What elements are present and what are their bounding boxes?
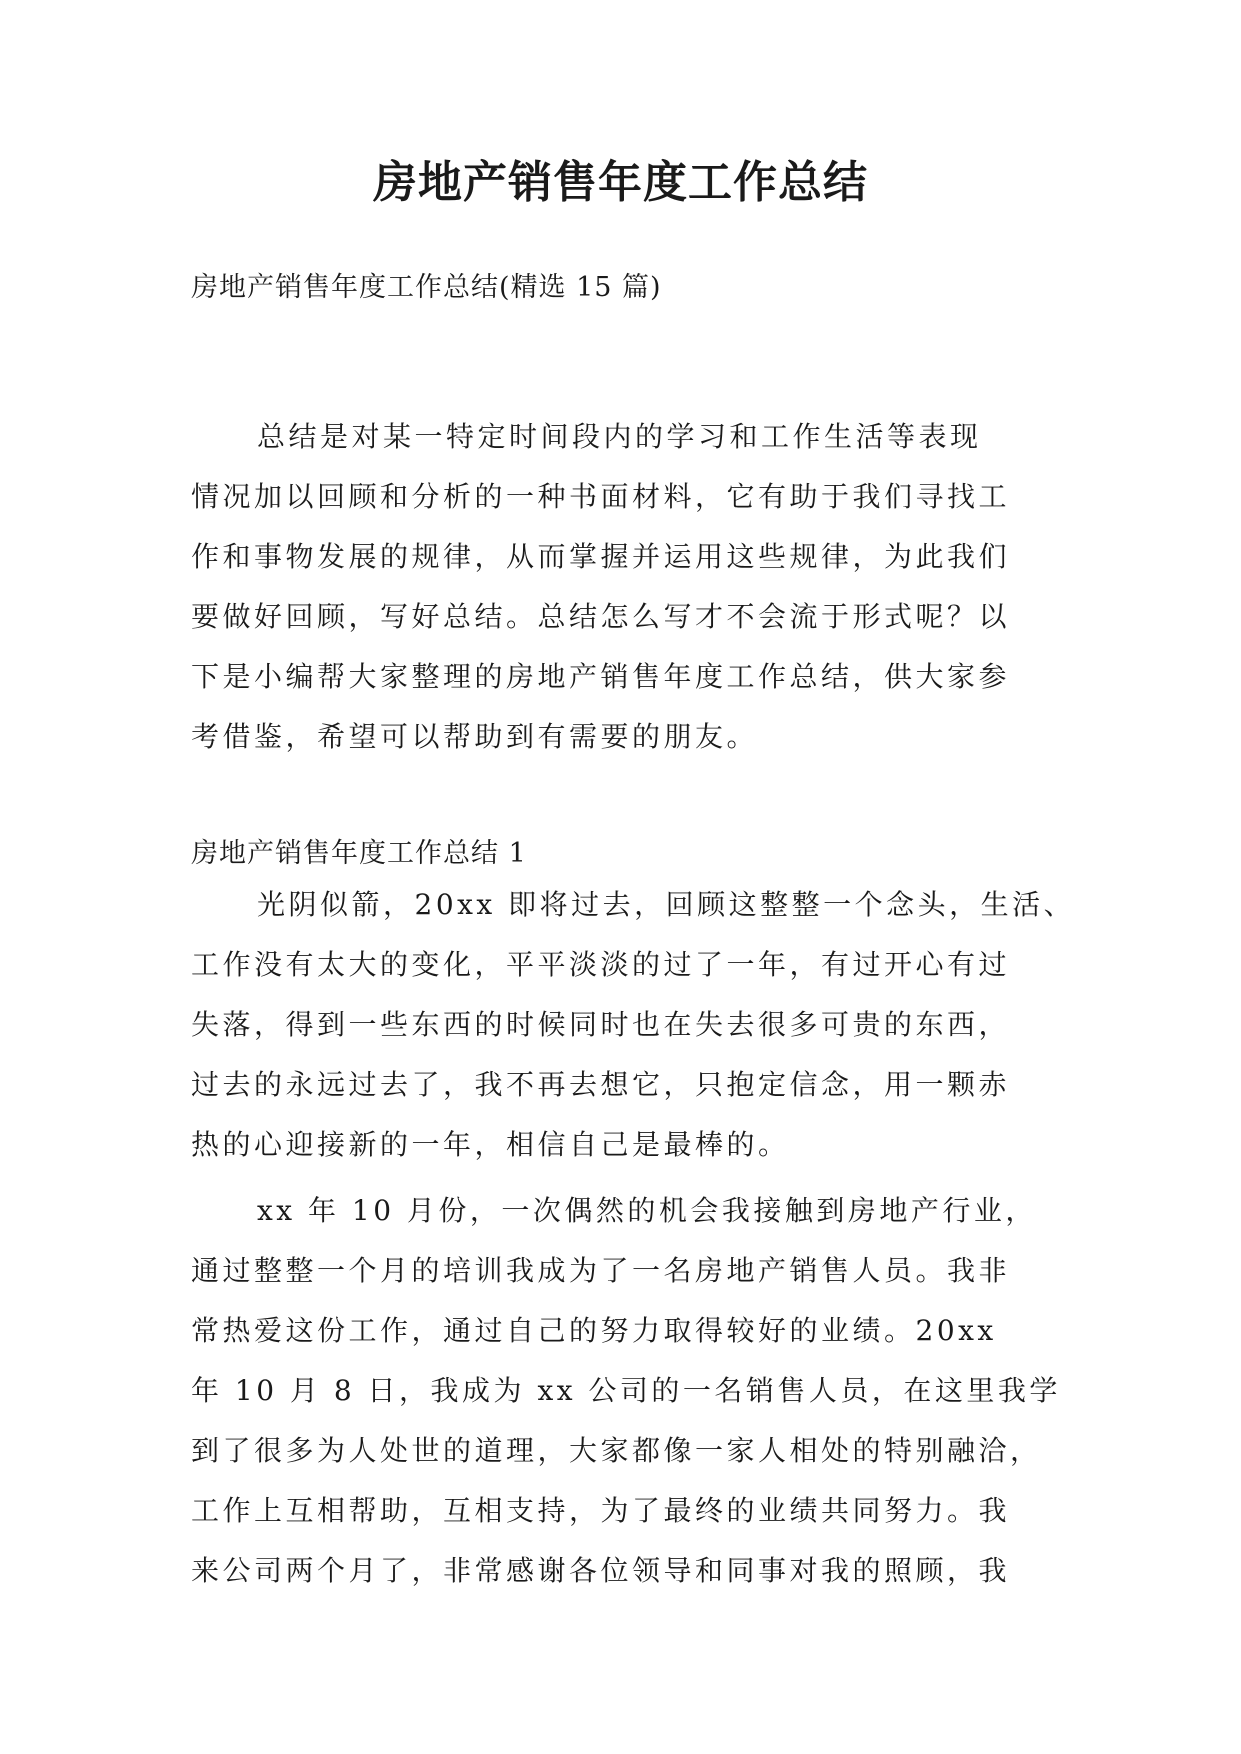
paragraph-line: 常热爱这份工作，通过自己的努力取得较好的业绩。20xx [191, 1314, 997, 1347]
paragraph-line: 通过整整一个月的培训我成为了一名房地产销售人员。我非 [191, 1254, 1011, 1287]
paragraph-line: 过去的永远过去了，我不再去想它，只抱定信念，用一颗赤 [191, 1068, 1011, 1101]
body-paragraph [191, 1181, 1071, 1601]
intro-line: 考借鉴，希望可以帮助到有需要的朋友。 [191, 720, 759, 753]
paragraph-line: 工作上互相帮助，互相支持，为了最终的业绩共同努力。我 [191, 1494, 1011, 1527]
body-paragraph [191, 875, 1076, 1175]
intro-line: 总结是对某一特定时间段内的学习和工作生活等表现 [257, 420, 982, 453]
intro-line: 下是小编帮大家整理的房地产销售年度工作总结，供大家参 [191, 660, 1011, 693]
document-subtitle: 房地产销售年度工作总结(精选 15 篇) [191, 272, 662, 303]
intro-line: 情况加以回顾和分析的一种书面材料，它有助于我们寻找工 [191, 480, 1011, 513]
paragraph-line: xx 年 10 月份，一次偶然的机会我接触到房地产行业， [257, 1194, 1037, 1227]
section-heading: 房地产销售年度工作总结 1 [191, 838, 527, 869]
document-title: 房地产销售年度工作总结 [373, 157, 868, 208]
paragraph-line: 光阴似箭，20xx 即将过去，回顾这整整一个念头，生活、 [257, 888, 1076, 921]
paragraph-line: 年 10 月 8 日，我成为 xx 公司的一名销售人员，在这里我学 [191, 1374, 1061, 1407]
intro-paragraph [191, 407, 1071, 767]
intro-line: 作和事物发展的规律，从而掌握并运用这些规律，为此我们 [191, 540, 1011, 573]
paragraph-line: 到了很多为人处世的道理，大家都像一家人相处的特别融洽， [191, 1434, 1042, 1467]
intro-line: 要做好回顾，写好总结。总结怎么写才不会流于形式呢？以 [191, 600, 1011, 633]
paragraph-line: 工作没有太大的变化，平平淡淡的过了一年，有过开心有过 [191, 948, 1011, 981]
paragraph-line: 失落，得到一些东西的时候同时也在失去很多可贵的东西， [191, 1008, 1011, 1041]
paragraph-line: 来公司两个月了，非常感谢各位领导和同事对我的照顾，我 [191, 1554, 1011, 1587]
paragraph-line: 热的心迎接新的一年，相信自己是最棒的。 [191, 1128, 790, 1161]
